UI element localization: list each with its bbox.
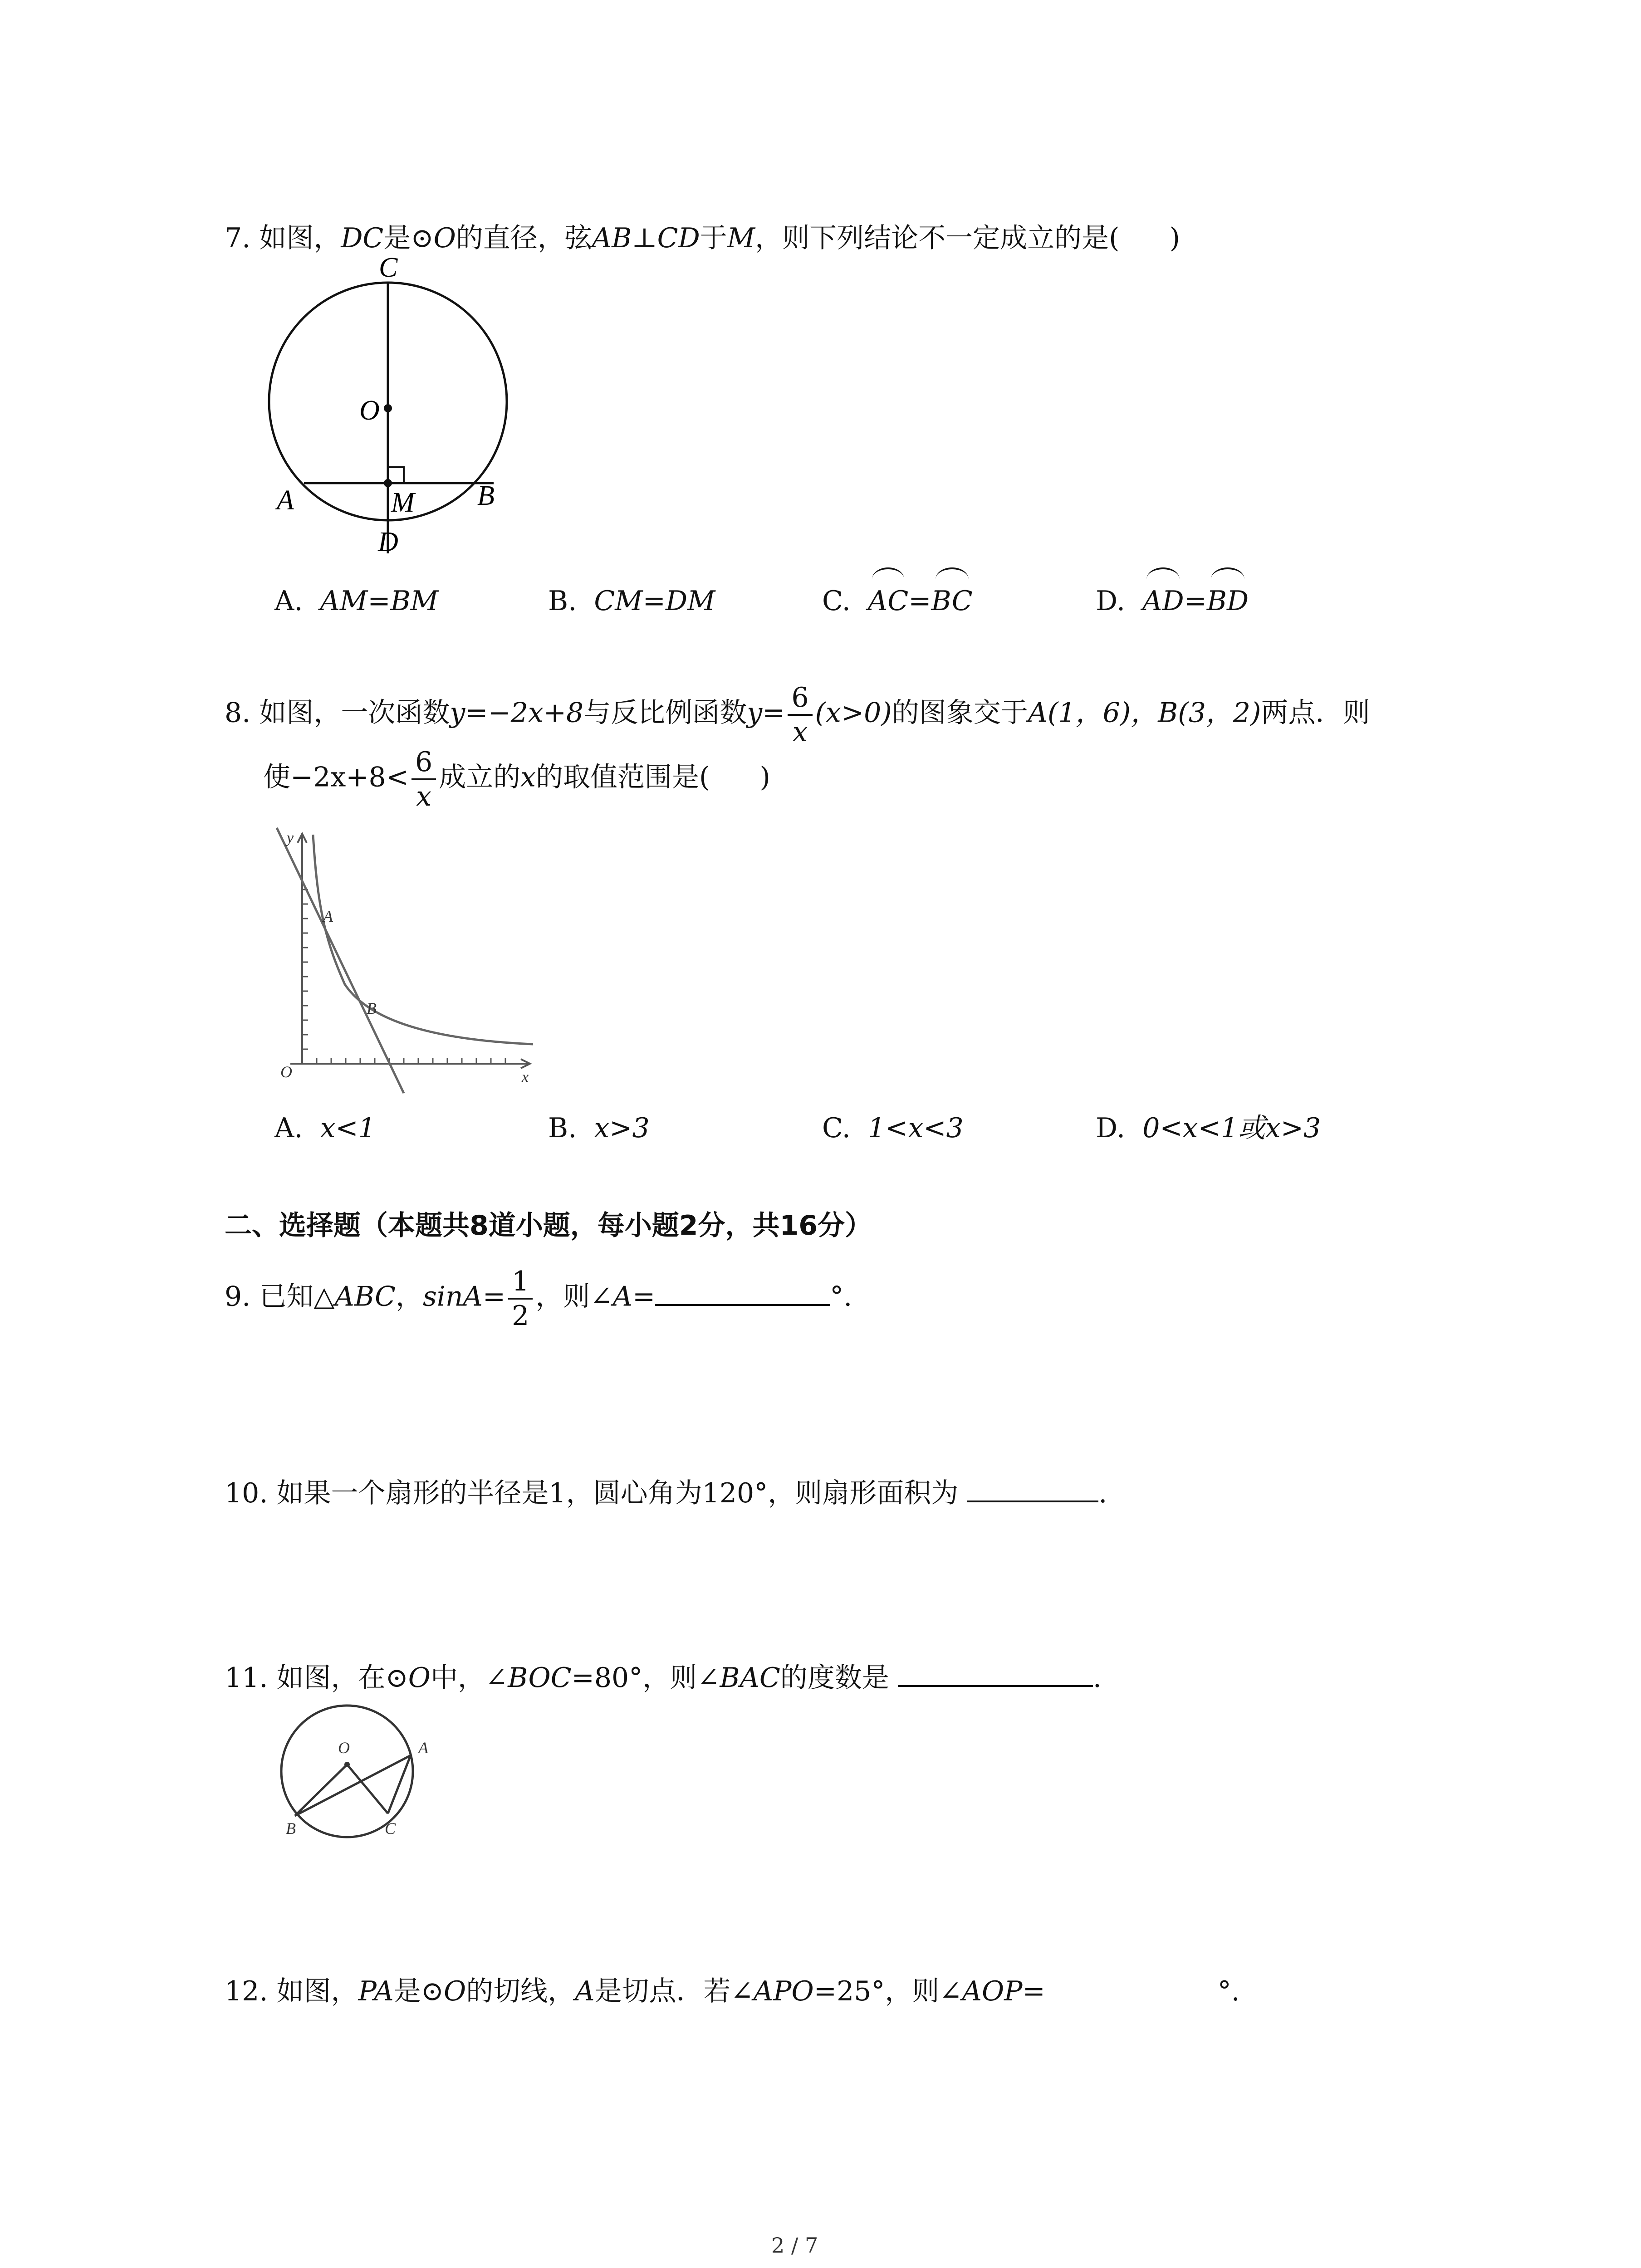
q7-option-b: B. CM=DM <box>548 585 715 617</box>
q7-stem: 7. 如图，DC是⊙O的直径，弦AB⊥CD于M，则下列结论不一定成立的是( ) <box>225 222 1180 254</box>
q8-stem-line2: 使−2x+8< $\frac{6}{x}$ 成立的x的取值范围是( ) <box>263 746 770 812</box>
q8-fraction-6-over-x-2: $\frac{6}{x}$ <box>411 748 436 810</box>
q9-stem: 9. 已知△ABC，sinA= $\frac{1}{2}$ ，则∠A= °. <box>225 1266 852 1332</box>
q9-fraction-one-half: $\frac{1}{2}$ <box>508 1268 533 1330</box>
q11-label-o: O <box>338 1739 350 1757</box>
q8-fraction-6-over-x: $\frac{6}{x}$ <box>788 684 812 746</box>
q8-label-b: B <box>367 999 377 1017</box>
arc-ac: AC <box>868 583 908 619</box>
q8-option-a: A. x<1 <box>274 1112 376 1144</box>
q11-number: 11. <box>225 1662 268 1694</box>
q7-label-b: B <box>477 480 495 511</box>
q11-segment-ca <box>388 1755 411 1813</box>
q11-label-b: B <box>286 1819 296 1838</box>
q7-label-c: C <box>379 254 398 283</box>
q7-option-d: D. AD=BD <box>1096 583 1249 619</box>
q9-answer-blank[interactable] <box>655 1277 830 1306</box>
q11-label-c: C <box>385 1819 396 1838</box>
q12-number: 12. <box>225 1975 268 2007</box>
q7-circle-figure <box>263 254 517 562</box>
q8-label-a: A <box>323 907 333 925</box>
q11-circle <box>281 1706 413 1837</box>
q7-option-a: A. AM=BM <box>274 585 439 617</box>
q11-stem: 11. 如图，在⊙O中，∠BOC=80°，则∠BAC的度数是 . <box>225 1658 1102 1696</box>
q8-stem-line1: 8. 如图，一次函数y=−2x+8与反比例函数y= $\frac{6}{x}$ (x>0)的图象交于A(1，6)，B(3，2)两点．则 <box>225 682 1370 748</box>
arc-bd: BD <box>1207 583 1249 619</box>
q8-hyperbola-curve <box>313 835 533 1044</box>
q7-center-dot <box>384 404 392 412</box>
q12-stem: 12. 如图，PA是⊙O的切线，A是切点．若∠APO=25°，则∠AOP= °. <box>225 1975 1240 2007</box>
section-2-heading: 二、选择题（本题共8道小题，每小题2分，共16分） <box>225 1210 872 1242</box>
q8-linear-line <box>277 828 404 1093</box>
q8-label-y: y <box>287 830 294 846</box>
q7-option-c: C. AC=BC <box>822 583 973 619</box>
q9-number: 9. <box>225 1281 251 1313</box>
q7-label-a: A <box>277 485 294 516</box>
q8-option-c: C. 1<x<3 <box>822 1112 964 1144</box>
q7-label-m: M <box>391 487 415 518</box>
q8-option-b: B. x>3 <box>548 1112 650 1144</box>
q11-segment-oc <box>347 1765 388 1813</box>
q8-function-graph <box>272 821 544 1098</box>
q7-number: 7. <box>225 222 251 254</box>
q10-answer-blank[interactable] <box>967 1473 1098 1502</box>
q7-label-o: O <box>359 395 380 426</box>
q8-number: 8. <box>225 697 251 729</box>
arc-ad: AD <box>1142 583 1184 619</box>
q7-label-d: D <box>378 527 398 557</box>
q7-m-dot <box>384 479 392 487</box>
arc-bc: BC <box>931 583 973 619</box>
q11-segment-ob <box>295 1765 347 1816</box>
q8-label-x: x <box>522 1069 529 1085</box>
q8-option-d: D. 0<x<1或x>3 <box>1096 1112 1321 1144</box>
q11-segment-ba <box>295 1755 411 1816</box>
q11-circle-figure <box>268 1699 449 1848</box>
page-number: 2 / 7 <box>771 2233 818 2258</box>
q10-stem: 10. 如果一个扇形的半径是1，圆心角为120°，则扇形面积为 . <box>225 1473 1107 1511</box>
q11-answer-blank[interactable] <box>898 1658 1093 1687</box>
q10-number: 10. <box>225 1477 268 1509</box>
q11-label-a: A <box>418 1739 428 1757</box>
q8-label-o: O <box>280 1063 292 1081</box>
